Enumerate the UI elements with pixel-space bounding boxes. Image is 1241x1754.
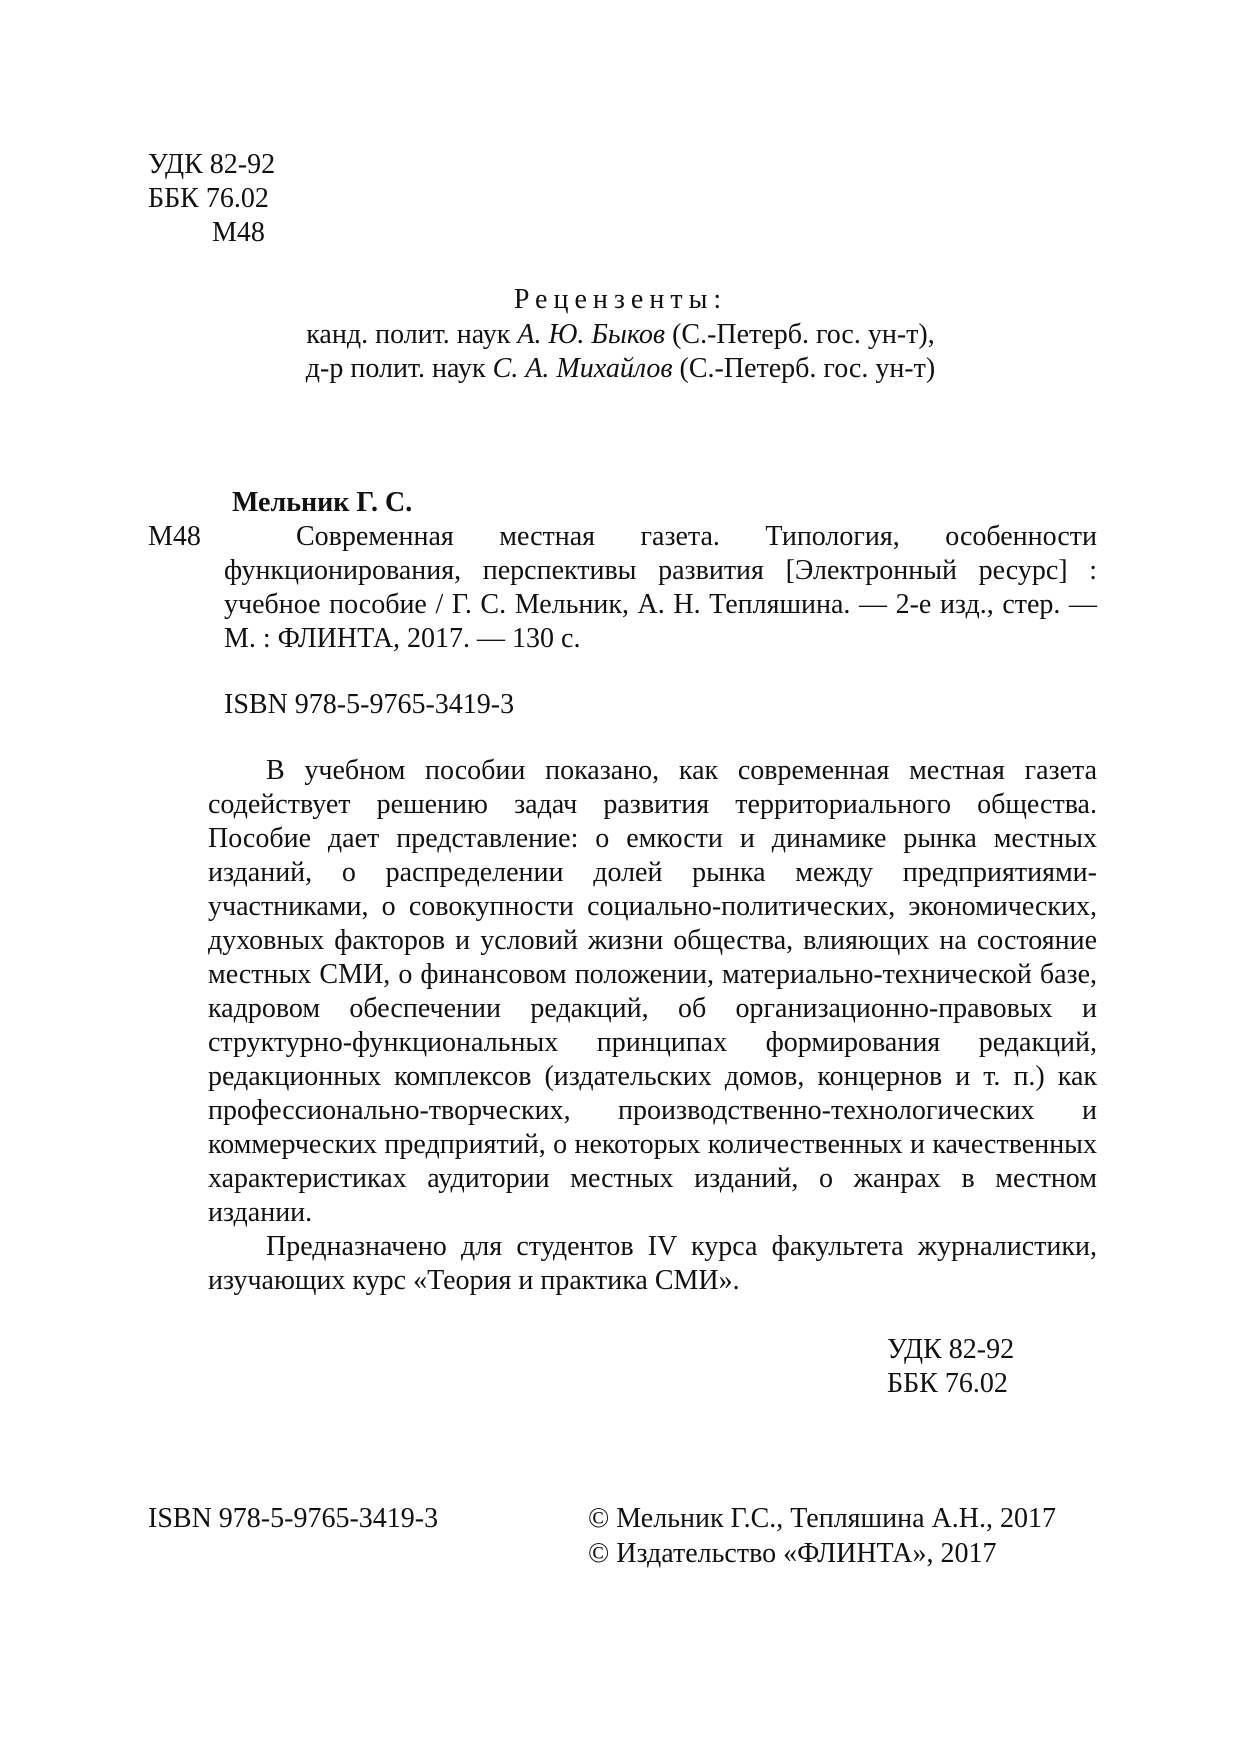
bbk-code-top: ББК 76.02 [148,183,269,214]
author-heading: Мельник Г. С. [232,487,413,518]
reviewers-heading: Рецензенты: [513,284,728,315]
copyright-authors: © Мельник Г.С., Тепляшина А.Н., 2017 [588,1503,1056,1534]
bbk-code-bottom: ББК 76.02 [887,1368,1008,1399]
annotation [208,754,1097,1298]
annotation-paragraph: В учебном пособии показано, как современная местная газета содействует решению задач развития территориального общества. Пособие дает представление: о емкости и динамике рынка местных изданий, о распределении долей рынка между предприятиями-участниками, о совокупности социально-политических, экономических, духовных факторов и условий жизни общества, влияющих на состояние местных СМИ, о финансовом положении, материально-технической базе, кадровом обеспечении редакций, об организационно-правовых и структурно-функциональных принципах формирования редакций, редакционных комплексов (издательских домов, концернов и т. п.) как профессионально-творческих, производственно-технологических и коммерческих предприятий, о некоторых количественных и качественных характеристиках аудитории местных изданий, о жанрах в местном издании. [208,755,1097,1228]
reviewer-affiliation: (С.-Петерб. гос. ун-т) [672,353,936,384]
reviewer-affiliation: (С.-Петерб. гос. ун-т), [665,319,935,350]
reviewer-name: А. Ю. Быков [517,319,666,350]
reviewer-name: С. А. Михайлов [492,353,673,384]
reviewer-line [0,352,1241,386]
copyright-publisher: © Издательство «ФЛИНТА», 2017 [588,1538,997,1569]
udk-code-top: УДК 82-92 [148,149,276,180]
annotation-paragraph: Предназначено для студентов IV курса факультета журналистики, изучающих курс «Теория и практика СМИ». [208,1231,1097,1296]
author-mark-top: М48 [212,217,265,248]
author-mark-side: М48 [148,521,201,552]
reviewer-degree: д-р полит. наук [305,353,493,384]
reviewer-line [0,318,1241,352]
isbn-footer: ISBN 978-5-9765-3419-3 [148,1503,439,1534]
bibliographic-description [224,520,1097,656]
reviewer-degree: канд. полит. наук [306,319,518,350]
udk-code-bottom: УДК 82-92 [887,1334,1015,1365]
isbn-record: ISBN 978-5-9765-3419-3 [224,689,515,720]
citation-text: Современная местная газета. Типология, особенности функционирования, перспективы развития [Электронный ресурс] : учебное пособие / Г. С. Мельник, А. Н. Тепляшина. — 2-е изд., стер. — М. : ФЛИНТА, 2017. — 130 с. [224,521,1097,654]
